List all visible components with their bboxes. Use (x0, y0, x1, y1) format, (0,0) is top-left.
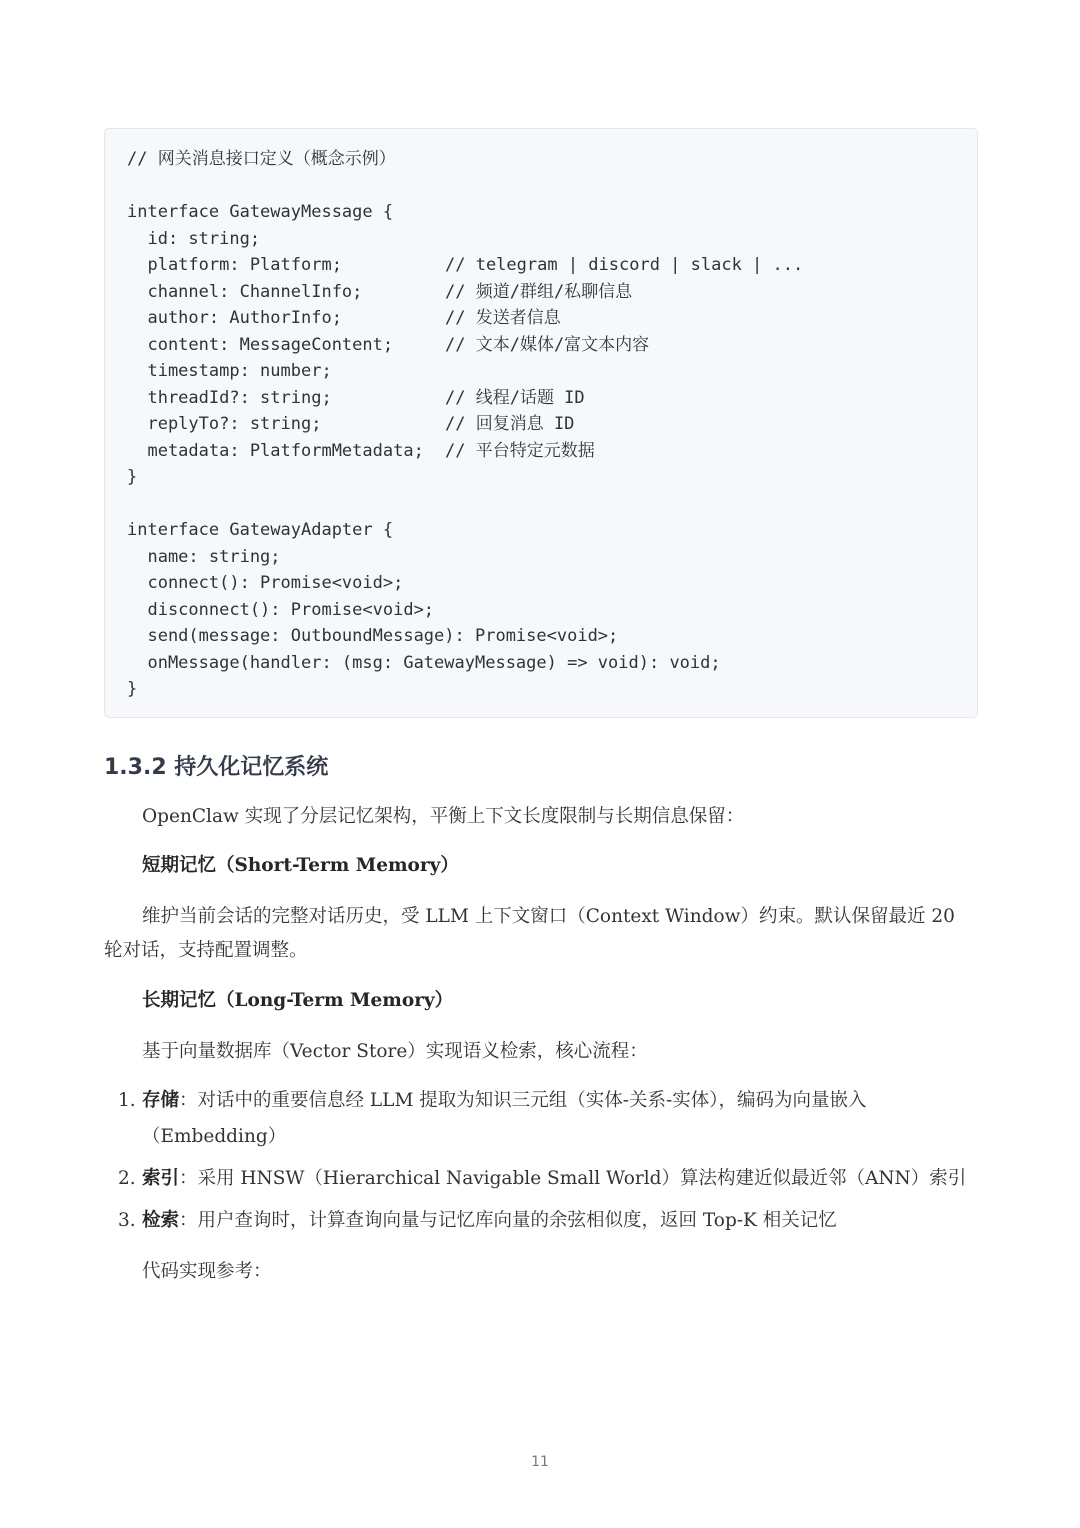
list-item (118, 1203, 978, 1239)
code-line: onMessage(handler: (msg: GatewayMessage) => void): void; (127, 652, 721, 673)
code-line: interface GatewayAdapter { (127, 520, 394, 540)
intro-paragraph: OpenClaw 实现了分层记忆架构，平衡上下文长度限制与长期信息保留： (142, 806, 745, 827)
short-term-paragraph: 维护当前会话的完整对话历史，受 LLM 上下文窗口（Context Window）约束。默认保留最近 20 轮对话，支持配置调整。 (104, 906, 955, 961)
list-number: 2. (118, 1168, 136, 1189)
code-comment: // 发送者信息 (445, 308, 561, 328)
code-line: timestamp: number; (127, 361, 332, 381)
list-item (118, 1161, 978, 1197)
long-term-paragraph: 基于向量数据库（Vector Store）实现语义检索，核心流程： (142, 1041, 648, 1062)
code-comment: // 平台特定元数据 (445, 440, 595, 461)
list-number: 1. (118, 1090, 136, 1111)
code-block (104, 128, 978, 718)
list-number: 3. (118, 1210, 136, 1231)
code-comment: // 文本/媒体/富文本内容 (445, 334, 650, 355)
code-line: platform: Platform; // telegram | discord | slack | ... (127, 252, 977, 279)
code-line: interface GatewayMessage { (127, 202, 394, 222)
code-line: // 网关消息接口定义（概念示例） (127, 149, 396, 169)
code-line: connect(): Promise<void>; (127, 573, 404, 593)
list-label: 索引 (142, 1168, 180, 1189)
list-text: ：对话中的重要信息经 LLM 提取为知识三元组（实体-关系-实体），编码为向量嵌入（Embedding） (142, 1090, 867, 1147)
page-number: 11 (531, 1454, 549, 1470)
code-comment: // telegram | discord | slack | ... (445, 255, 804, 275)
code-line: replyTo?: string; // 回复消息 ID (127, 411, 977, 438)
code-line: id: string; (127, 228, 261, 249)
code-line: channel: ChannelInfo; // 频道/群组/私聊信息 (127, 279, 977, 306)
code-comment: // 频道/群组/私聊信息 (445, 281, 633, 302)
long-term-subheading: 长期记忆（Long-Term Memory） (142, 990, 454, 1011)
section-heading: 1.3.2 持久化记忆系统 (104, 755, 329, 780)
code-line: disconnect(): Promise<void>; (127, 599, 435, 620)
code-line: } (127, 467, 138, 487)
code-line: } (127, 679, 138, 699)
code-line (127, 173, 977, 200)
code-line: content: MessageContent; // 文本/媒体/富文本内容 (127, 332, 977, 359)
short-term-subheading: 短期记忆（Short-Term Memory） (142, 855, 459, 876)
list-text: ：采用 HNSW（Hierarchical Navigable Small World）算法构建近似最近邻（ANN）索引 (179, 1168, 967, 1189)
list-label: 检索 (142, 1210, 180, 1231)
list-item (118, 1083, 978, 1155)
code-reference-label: 代码实现参考： (142, 1261, 272, 1282)
code-comment: // 回复消息 ID (445, 414, 575, 434)
code-line: threadId?: string; // 线程/话题 ID (127, 385, 977, 412)
code-line: metadata: PlatformMetadata; // 平台特定元数据 (127, 438, 977, 465)
code-line: name: string; (127, 546, 281, 567)
code-line: send(message: OutboundMessage): Promise<void>; (127, 626, 619, 646)
code-comment: // 线程/话题 ID (445, 387, 585, 408)
code-line: author: AuthorInfo; // 发送者信息 (127, 305, 977, 332)
code-line (127, 491, 977, 518)
list-text: ：用户查询时，计算查询向量与记忆库向量的余弦相似度，返回 Top-K 相关记忆 (179, 1210, 837, 1231)
list-label: 存储 (142, 1090, 180, 1111)
